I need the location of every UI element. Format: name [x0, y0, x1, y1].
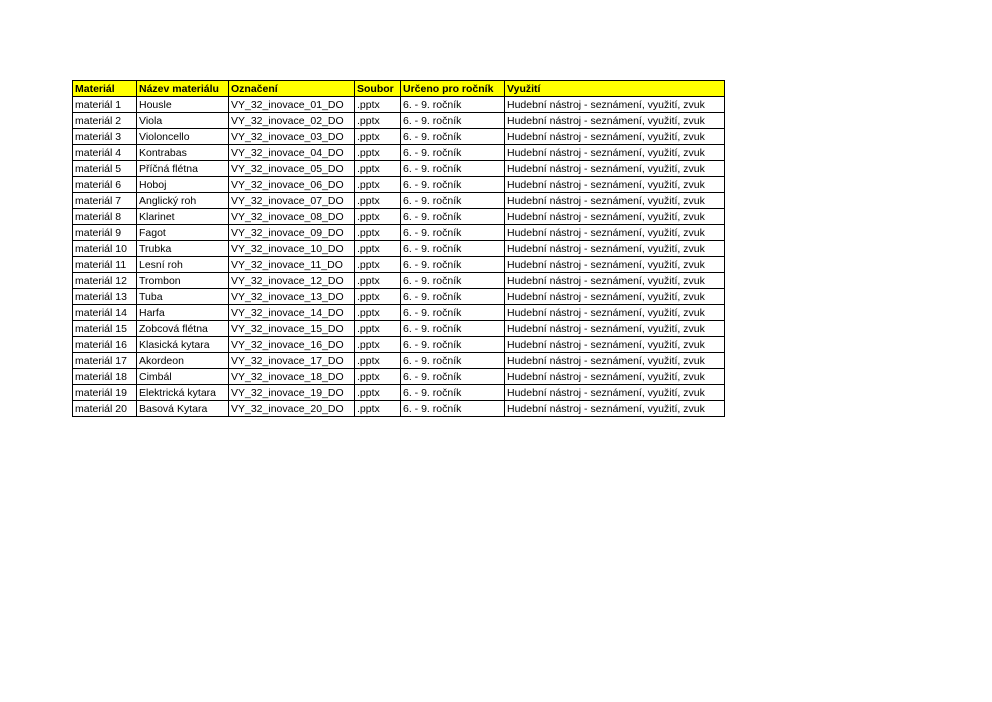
cell-designation: VY_32_inovace_05_DO: [229, 161, 355, 177]
cell-material-name: Klasická kytara: [137, 337, 229, 353]
cell-grade: 6. - 9. ročník: [401, 161, 505, 177]
cell-usage: Hudební nástroj - seznámení, využití, zvuk: [505, 353, 725, 369]
cell-file: .pptx: [355, 273, 401, 289]
table-row: [73, 385, 725, 401]
cell-material-name: Zobcová flétna: [137, 321, 229, 337]
cell-file: .pptx: [355, 97, 401, 113]
table-row: [73, 177, 725, 193]
header-row: [73, 81, 725, 97]
cell-usage: Hudební nástroj - seznámení, využití, zvuk: [505, 289, 725, 305]
cell-material-name: Violoncello: [137, 129, 229, 145]
cell-usage: Hudební nástroj - seznámení, využití, zvuk: [505, 97, 725, 113]
cell-file: .pptx: [355, 145, 401, 161]
cell-material: materiál 5: [73, 161, 137, 177]
table-row: [73, 97, 725, 113]
table-row: [73, 273, 725, 289]
cell-file: .pptx: [355, 257, 401, 273]
cell-material: materiál 11: [73, 257, 137, 273]
header-file: Soubor: [355, 81, 401, 97]
cell-usage: Hudební nástroj - seznámení, využití, zvuk: [505, 113, 725, 129]
cell-material-name: Elektrická kytara: [137, 385, 229, 401]
cell-grade: 6. - 9. ročník: [401, 145, 505, 161]
table-body: [73, 97, 725, 417]
cell-grade: 6. - 9. ročník: [401, 177, 505, 193]
table-row: [73, 161, 725, 177]
table-row: [73, 305, 725, 321]
cell-grade: 6. - 9. ročník: [401, 209, 505, 225]
cell-material-name: Anglický roh: [137, 193, 229, 209]
cell-usage: Hudební nástroj - seznámení, využití, zvuk: [505, 369, 725, 385]
cell-material-name: Housle: [137, 97, 229, 113]
cell-usage: Hudební nástroj - seznámení, využití, zvuk: [505, 161, 725, 177]
cell-grade: 6. - 9. ročník: [401, 289, 505, 305]
cell-file: .pptx: [355, 353, 401, 369]
cell-grade: 6. - 9. ročník: [401, 257, 505, 273]
cell-grade: 6. - 9. ročník: [401, 353, 505, 369]
table-row: [73, 321, 725, 337]
table-row: [73, 337, 725, 353]
cell-designation: VY_32_inovace_17_DO: [229, 353, 355, 369]
cell-grade: 6. - 9. ročník: [401, 321, 505, 337]
cell-grade: 6. - 9. ročník: [401, 241, 505, 257]
cell-grade: 6. - 9. ročník: [401, 401, 505, 417]
cell-grade: 6. - 9. ročník: [401, 225, 505, 241]
cell-material: materiál 17: [73, 353, 137, 369]
cell-material-name: Trombon: [137, 273, 229, 289]
cell-file: .pptx: [355, 225, 401, 241]
header-grade: Určeno pro ročník: [401, 81, 505, 97]
table-row: [73, 193, 725, 209]
cell-usage: Hudební nástroj - seznámení, využití, zvuk: [505, 337, 725, 353]
cell-material: materiál 13: [73, 289, 137, 305]
cell-designation: VY_32_inovace_09_DO: [229, 225, 355, 241]
cell-material: materiál 6: [73, 177, 137, 193]
cell-material: materiál 2: [73, 113, 137, 129]
cell-file: .pptx: [355, 161, 401, 177]
cell-file: .pptx: [355, 305, 401, 321]
cell-material-name: Fagot: [137, 225, 229, 241]
cell-file: .pptx: [355, 369, 401, 385]
cell-file: .pptx: [355, 401, 401, 417]
cell-material: materiál 1: [73, 97, 137, 113]
table-row: [73, 209, 725, 225]
header-material-name: Název materiálu: [137, 81, 229, 97]
cell-usage: Hudební nástroj - seznámení, využití, zvuk: [505, 145, 725, 161]
cell-file: .pptx: [355, 385, 401, 401]
cell-designation: VY_32_inovace_20_DO: [229, 401, 355, 417]
cell-file: .pptx: [355, 321, 401, 337]
cell-usage: Hudební nástroj - seznámení, využití, zvuk: [505, 273, 725, 289]
cell-grade: 6. - 9. ročník: [401, 337, 505, 353]
cell-designation: VY_32_inovace_01_DO: [229, 97, 355, 113]
cell-usage: Hudební nástroj - seznámení, využití, zvuk: [505, 385, 725, 401]
table-row: [73, 289, 725, 305]
cell-designation: VY_32_inovace_04_DO: [229, 145, 355, 161]
cell-usage: Hudební nástroj - seznámení, využití, zvuk: [505, 177, 725, 193]
cell-material: materiál 16: [73, 337, 137, 353]
cell-material: materiál 3: [73, 129, 137, 145]
table-row: [73, 353, 725, 369]
cell-material: materiál 19: [73, 385, 137, 401]
table-row: [73, 241, 725, 257]
cell-usage: Hudební nástroj - seznámení, využití, zvuk: [505, 209, 725, 225]
cell-grade: 6. - 9. ročník: [401, 129, 505, 145]
cell-file: .pptx: [355, 209, 401, 225]
cell-material-name: Cimbál: [137, 369, 229, 385]
cell-material-name: Tuba: [137, 289, 229, 305]
cell-designation: VY_32_inovace_19_DO: [229, 385, 355, 401]
header-usage: Využití: [505, 81, 725, 97]
table-row: [73, 113, 725, 129]
cell-grade: 6. - 9. ročník: [401, 305, 505, 321]
cell-usage: Hudební nástroj - seznámení, využití, zvuk: [505, 193, 725, 209]
cell-designation: VY_32_inovace_02_DO: [229, 113, 355, 129]
cell-material: materiál 12: [73, 273, 137, 289]
cell-designation: VY_32_inovace_12_DO: [229, 273, 355, 289]
table-row: [73, 257, 725, 273]
cell-file: .pptx: [355, 289, 401, 305]
cell-designation: VY_32_inovace_13_DO: [229, 289, 355, 305]
cell-material-name: Trubka: [137, 241, 229, 257]
table-row: [73, 401, 725, 417]
cell-material: materiál 8: [73, 209, 137, 225]
cell-usage: Hudební nástroj - seznámení, využití, zvuk: [505, 257, 725, 273]
cell-grade: 6. - 9. ročník: [401, 113, 505, 129]
cell-designation: VY_32_inovace_06_DO: [229, 177, 355, 193]
cell-usage: Hudební nástroj - seznámení, využití, zvuk: [505, 305, 725, 321]
cell-material: materiál 18: [73, 369, 137, 385]
cell-designation: VY_32_inovace_08_DO: [229, 209, 355, 225]
table-row: [73, 129, 725, 145]
cell-file: .pptx: [355, 177, 401, 193]
cell-designation: VY_32_inovace_07_DO: [229, 193, 355, 209]
cell-material: materiál 4: [73, 145, 137, 161]
cell-grade: 6. - 9. ročník: [401, 385, 505, 401]
cell-usage: Hudební nástroj - seznámení, využití, zvuk: [505, 129, 725, 145]
cell-file: .pptx: [355, 241, 401, 257]
cell-file: .pptx: [355, 337, 401, 353]
cell-material-name: Lesní roh: [137, 257, 229, 273]
header-material: Materiál: [73, 81, 137, 97]
table-row: [73, 369, 725, 385]
cell-usage: Hudební nástroj - seznámení, využití, zvuk: [505, 225, 725, 241]
cell-material: materiál 15: [73, 321, 137, 337]
cell-material-name: Akordeon: [137, 353, 229, 369]
cell-material-name: Viola: [137, 113, 229, 129]
cell-grade: 6. - 9. ročník: [401, 193, 505, 209]
cell-material-name: Hoboj: [137, 177, 229, 193]
table-row: [73, 225, 725, 241]
cell-material-name: Basová Kytara: [137, 401, 229, 417]
cell-grade: 6. - 9. ročník: [401, 273, 505, 289]
header-designation: Označení: [229, 81, 355, 97]
cell-file: .pptx: [355, 193, 401, 209]
cell-usage: Hudební nástroj - seznámení, využití, zvuk: [505, 321, 725, 337]
cell-grade: 6. - 9. ročník: [401, 369, 505, 385]
cell-designation: VY_32_inovace_03_DO: [229, 129, 355, 145]
cell-material-name: Kontrabas: [137, 145, 229, 161]
cell-designation: VY_32_inovace_18_DO: [229, 369, 355, 385]
cell-grade: 6. - 9. ročník: [401, 97, 505, 113]
cell-material-name: Příčná flétna: [137, 161, 229, 177]
cell-usage: Hudební nástroj - seznámení, využití, zvuk: [505, 241, 725, 257]
cell-usage: Hudební nástroj - seznámení, využití, zvuk: [505, 401, 725, 417]
cell-file: .pptx: [355, 129, 401, 145]
cell-designation: VY_32_inovace_15_DO: [229, 321, 355, 337]
cell-material: materiál 14: [73, 305, 137, 321]
cell-material-name: Klarinet: [137, 209, 229, 225]
cell-designation: VY_32_inovace_10_DO: [229, 241, 355, 257]
cell-material: materiál 7: [73, 193, 137, 209]
cell-designation: VY_32_inovace_11_DO: [229, 257, 355, 273]
table-row: [73, 145, 725, 161]
cell-material: materiál 9: [73, 225, 137, 241]
cell-designation: VY_32_inovace_14_DO: [229, 305, 355, 321]
cell-designation: VY_32_inovace_16_DO: [229, 337, 355, 353]
cell-material: materiál 20: [73, 401, 137, 417]
cell-material: materiál 10: [73, 241, 137, 257]
materials-table: [72, 80, 725, 417]
cell-material-name: Harfa: [137, 305, 229, 321]
cell-file: .pptx: [355, 113, 401, 129]
